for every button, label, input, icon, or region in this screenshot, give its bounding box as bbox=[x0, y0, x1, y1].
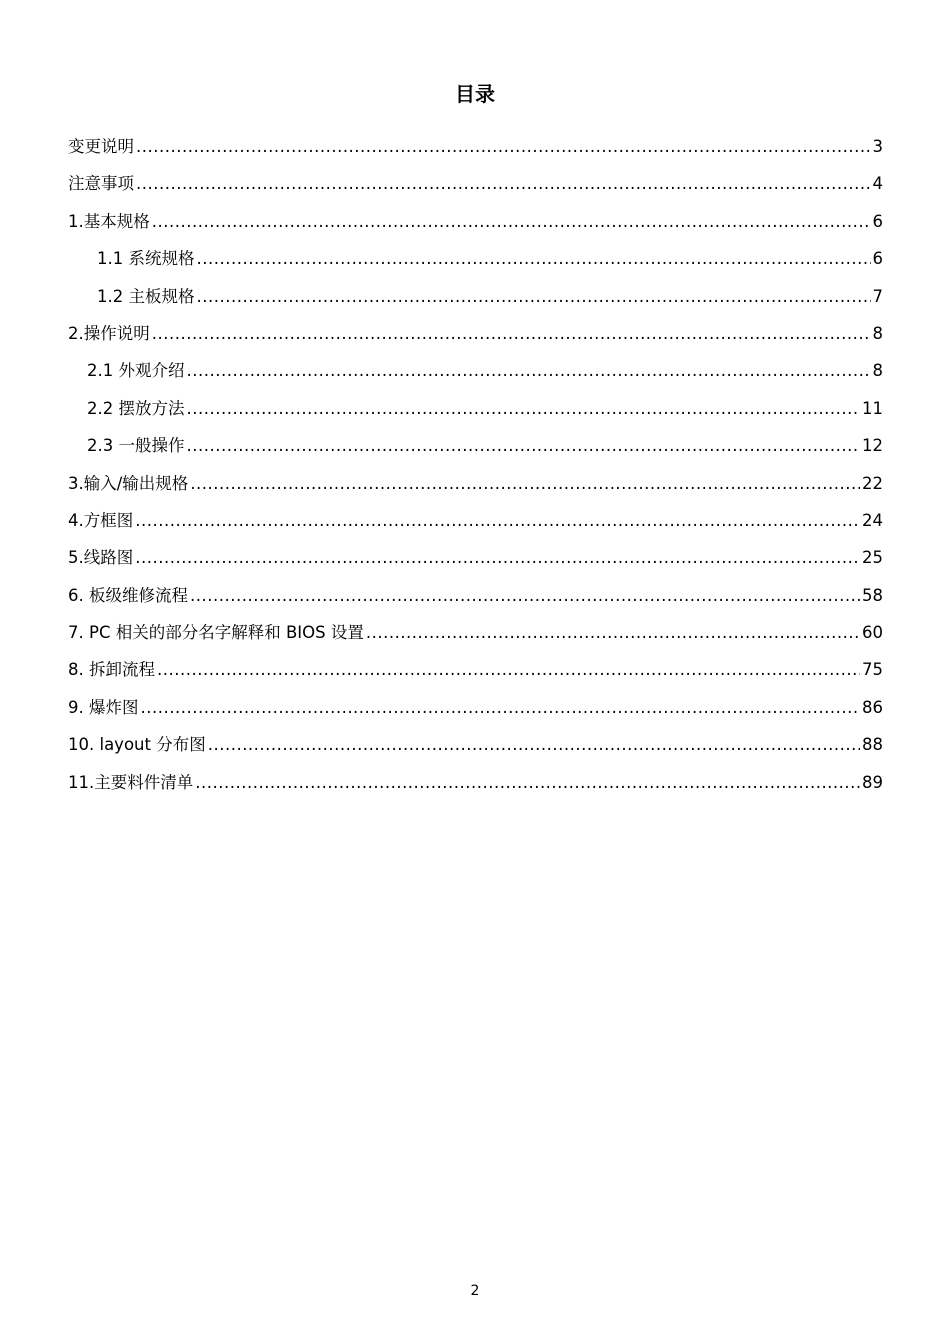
toc-entry-layout-distribution[interactable] bbox=[68, 726, 883, 763]
toc-entry-page: 8 bbox=[872, 361, 883, 381]
toc-entry-page: 6 bbox=[872, 211, 883, 231]
toc-entry-change-notes[interactable] bbox=[68, 128, 883, 165]
toc-entry-page: 58 bbox=[862, 585, 883, 605]
toc-entry-page: 8 bbox=[872, 323, 883, 343]
toc-dot-leader bbox=[197, 278, 871, 315]
toc-entry-schematic[interactable] bbox=[68, 539, 883, 576]
toc-entry-page: 89 bbox=[862, 772, 883, 792]
toc-entry-label: 2.2 摆放方法 bbox=[87, 398, 185, 418]
toc-entry-label: 1.1 系统规格 bbox=[97, 249, 195, 269]
toc-entry-basic-specs[interactable] bbox=[68, 203, 883, 240]
toc-entry-label: 1.基本规格 bbox=[68, 211, 150, 231]
toc-dot-leader bbox=[136, 128, 871, 165]
toc-entry-system-specs[interactable] bbox=[68, 240, 883, 277]
toc-entry-label: 变更说明 bbox=[68, 137, 134, 156]
toc-dot-leader bbox=[190, 465, 860, 502]
toc-dot-leader bbox=[152, 203, 871, 240]
toc-dot-leader bbox=[157, 651, 860, 688]
toc-entry-page: 6 bbox=[872, 249, 883, 269]
toc-dot-leader bbox=[135, 539, 860, 576]
toc-entry-general-operation[interactable] bbox=[68, 427, 883, 464]
toc-entry-precautions[interactable] bbox=[68, 165, 883, 202]
toc-dot-leader bbox=[197, 240, 871, 277]
toc-entry-label: 2.操作说明 bbox=[68, 323, 150, 343]
toc-entry-label: 7. PC 相关的部分名字解释和 BIOS 设置 bbox=[68, 623, 364, 643]
toc-entry-label: 注意事项 bbox=[68, 174, 134, 194]
toc-dot-leader bbox=[136, 165, 871, 202]
toc-entry-page: 7 bbox=[872, 286, 883, 306]
toc-entry-label: 11.主要料件清单 bbox=[68, 772, 194, 792]
toc-entry-label: 6. 板级维修流程 bbox=[68, 585, 188, 605]
page-number: 2 bbox=[470, 1283, 480, 1299]
toc-dot-leader bbox=[190, 577, 860, 614]
toc-entry-mainboard-specs[interactable] bbox=[68, 278, 883, 315]
toc-entry-label: 9. 爆炸图 bbox=[68, 697, 139, 717]
toc-entry-label: 2.1 外观介绍 bbox=[87, 361, 185, 381]
page-title: 目录 bbox=[455, 82, 495, 106]
toc-entry-page: 75 bbox=[862, 660, 883, 680]
toc-entry-block-diagram[interactable] bbox=[68, 502, 883, 539]
toc-dot-leader bbox=[135, 502, 860, 539]
toc-entry-label: 2.3 一般操作 bbox=[87, 436, 185, 456]
toc-entry-label: 8. 拆卸流程 bbox=[68, 660, 155, 680]
toc-entry-label: 1.2 主板规格 bbox=[97, 286, 195, 306]
toc-entry-label: 5.线路图 bbox=[68, 548, 134, 568]
toc-entry-page: 88 bbox=[862, 735, 883, 755]
toc-entry-exploded-view[interactable] bbox=[68, 689, 883, 726]
toc-entry-label: 4.方框图 bbox=[68, 510, 134, 530]
table-of-contents bbox=[68, 128, 883, 801]
toc-dot-leader bbox=[208, 726, 860, 763]
toc-entry-page: 4 bbox=[872, 174, 883, 194]
toc-entry-page: 86 bbox=[862, 697, 883, 717]
toc-dot-leader bbox=[187, 390, 861, 427]
toc-entry-disassembly-flow[interactable] bbox=[68, 651, 883, 688]
toc-entry-page: 12 bbox=[862, 436, 883, 456]
toc-entry-placement[interactable] bbox=[68, 390, 883, 427]
toc-entry-page: 22 bbox=[862, 473, 883, 493]
toc-entry-label: 3.输入/输出规格 bbox=[68, 473, 189, 493]
toc-dot-leader bbox=[152, 315, 871, 352]
toc-dot-leader bbox=[366, 614, 860, 651]
toc-dot-leader bbox=[187, 352, 871, 389]
toc-entry-operation-guide[interactable] bbox=[68, 315, 883, 352]
toc-entry-main-parts-list[interactable] bbox=[68, 764, 883, 801]
toc-entry-label: 10. layout 分布图 bbox=[68, 735, 206, 755]
toc-entry-page: 24 bbox=[862, 510, 883, 530]
toc-entry-board-repair-flow[interactable] bbox=[68, 577, 883, 614]
toc-entry-page: 11 bbox=[862, 398, 883, 418]
toc-entry-page: 25 bbox=[862, 548, 883, 568]
toc-entry-pc-terms-bios[interactable] bbox=[68, 614, 883, 651]
toc-entry-appearance[interactable] bbox=[68, 352, 883, 389]
toc-dot-leader bbox=[141, 689, 861, 726]
toc-dot-leader bbox=[195, 764, 860, 801]
toc-dot-leader bbox=[187, 427, 861, 464]
toc-entry-page: 60 bbox=[862, 623, 883, 643]
toc-entry-page: 3 bbox=[872, 137, 883, 156]
toc-entry-io-specs[interactable] bbox=[68, 465, 883, 502]
